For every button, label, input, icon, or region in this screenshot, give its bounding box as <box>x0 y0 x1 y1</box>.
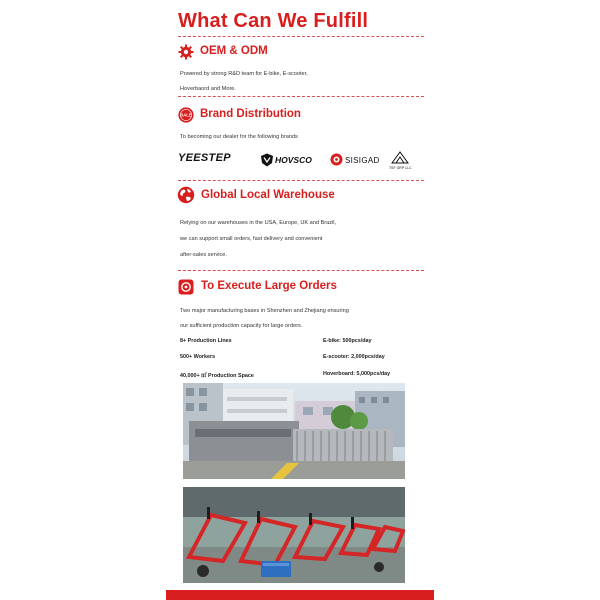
divider <box>178 96 424 97</box>
warehouse-line-2: we can support small orders, fast delivery and convenient <box>180 236 323 242</box>
page <box>170 0 430 600</box>
gear-icon <box>178 44 194 60</box>
sale-badge-icon <box>178 107 194 123</box>
assembly-line-photo <box>183 487 405 583</box>
orders-line-1: Two major manufacturing bases in Shenzhen and Zhejiang ensuring <box>180 308 349 314</box>
section-title-oem: OEM & ODM <box>200 45 268 57</box>
brand-intro: To becoming our dealer for the following brands <box>180 134 298 140</box>
page-title: What Can We Fulfill <box>178 10 369 32</box>
svg-text:SALE: SALE <box>180 112 192 118</box>
orders-line-2: our sufficient production capacity for large orders. <box>180 323 303 329</box>
stat-workers: 500+ Workers <box>180 354 216 360</box>
hovsco-shield-icon <box>260 153 274 167</box>
tsf-mountain-icon <box>391 151 409 164</box>
globe-icon <box>177 186 195 204</box>
section-title-orders: To Execute Large Orders <box>201 280 337 292</box>
warehouse-line-3: after-sales service. <box>180 252 227 258</box>
stat-production-lines: 8+ Production Lines <box>180 338 232 344</box>
section-title-brand: Brand Distribution <box>200 108 301 120</box>
brand-sisigad-logo: SISIGAD <box>345 156 380 165</box>
oem-line-1: Powered by strong R&D team for E-bike, E-scooter, <box>180 71 308 77</box>
divider <box>178 180 424 181</box>
section-title-warehouse: Global Local Warehouse <box>201 189 335 201</box>
warehouse-line-1: Relying on our warehouses in the USA, Europe, UK and Brazil, <box>180 220 337 226</box>
stat-hoverboard-capacity: Hoverboard: 5,000pcs/day <box>323 371 391 377</box>
stat-ebike-capacity: E-bike: 500pcs/day <box>323 338 372 344</box>
factory-gate-photo <box>183 383 405 479</box>
brand-yeestep-logo: YEESTEP <box>178 152 231 164</box>
brand-tsf-logo: TSF GRP LLC <box>389 166 412 170</box>
sisigad-icon <box>330 153 343 166</box>
order-target-icon <box>178 279 194 295</box>
divider <box>178 270 424 271</box>
divider <box>178 36 424 37</box>
stat-production-space: 40,000+ ㎡ Production Space <box>180 373 254 379</box>
oem-line-2: Hoverbaord and More. <box>180 86 236 92</box>
stat-escooter-capacity: E-scooter: 2,000pcs/day <box>323 354 385 360</box>
footer-accent-bar <box>166 590 434 600</box>
brand-hovsco-logo: HOVSCO <box>275 155 312 165</box>
